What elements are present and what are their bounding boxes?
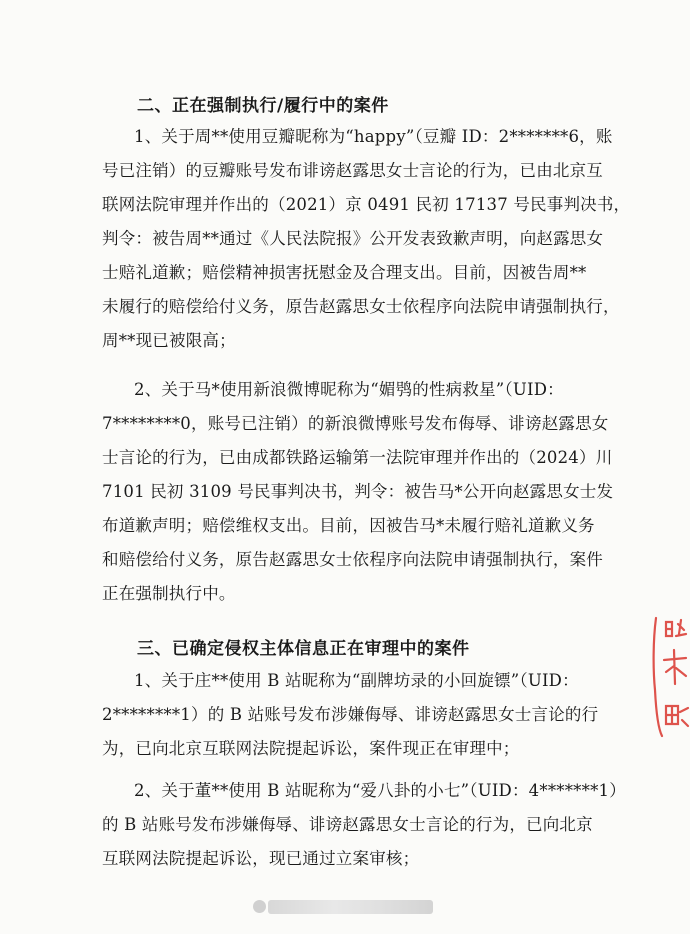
paragraph-line: 的 B 站账号发布涉嫌侮辱、诽谤赵露思女士言论的行为，已向北京 <box>102 815 593 834</box>
paragraph-line: 为，已向北京互联网法院提起诉讼，案件现正在审理中； <box>102 739 520 758</box>
paragraph-line: 未履行的赔偿给付义务，原告赵露思女士依程序向法院申请强制执行， <box>102 297 620 316</box>
paragraph-line: 7101 民初 3109 号民事判决书，判令：被告马*公开向赵露思女士发 <box>102 482 614 501</box>
watermark-icon <box>253 900 266 913</box>
paragraph-line: 号已注销）的豆瓣账号发布诽谤赵露思女士言论的行为，已由北京互 <box>102 161 603 180</box>
section-3-item-1 <box>102 664 599 766</box>
paragraph-line: 1、关于庄**使用 B 站昵称为“副牌坊录的小回旋镖”（UID： <box>134 671 579 690</box>
paragraph-line: 2、关于董**使用 B 站昵称为“爱八卦的小七”（UID：4*******1） <box>134 781 626 800</box>
paragraph-line: 周**现已被限高； <box>102 331 236 350</box>
paragraph-line: 正在强制执行中。 <box>102 584 236 603</box>
paragraph-line: 2********1）的 B 站账号发布涉嫌侮辱、诽谤赵露思女士言论的行 <box>102 705 599 724</box>
paragraph-line: 2、关于马*使用新浪微博昵称为“媚鸮的性病救星”（UID： <box>134 380 564 399</box>
blurred-watermark <box>268 900 433 914</box>
section-3-heading: 三、已确定侵权主体信息正在审理中的案件 <box>137 639 470 659</box>
section-2-heading: 二、正在强制执行/履行中的案件 <box>137 96 389 116</box>
section-2-item-2 <box>102 373 614 611</box>
paragraph-line: 1、关于周**使用豆瓣昵称为“happy”（豆瓣 ID：2*******6，账 <box>134 127 613 146</box>
paragraph-line: 士言论的行为，已由成都铁路运输第一法院审理并作出的（2024）川 <box>102 448 613 467</box>
paragraph-line: 判令：被告周**通过《人民法院报》公开发表致歉声明，向赵露思女 <box>102 229 604 248</box>
section-3-item-2 <box>102 774 626 876</box>
red-seal-stamp <box>650 610 690 740</box>
paragraph-line: 互联网法院提起诉讼，现已通过立案审核； <box>102 849 420 868</box>
paragraph-line: 联网法院审理并作出的（2021）京 0491 民初 17137 号民事判决书， <box>102 195 631 214</box>
paragraph-line: 7********0，账号已注销）的新浪微博账号发布侮辱、诽谤赵露思女 <box>102 414 609 433</box>
paragraph-line: 布道歉声明；赔偿维权支出。目前，因被告马*未履行赔礼道歉义务 <box>102 516 595 535</box>
paragraph-line: 士赔礼道歉；赔偿精神损害抚慰金及合理支出。目前，因被告周** <box>102 263 587 282</box>
paragraph-line: 和赔偿给付义务，原告赵露思女士依程序向法院申请强制执行，案件 <box>102 550 603 569</box>
section-2-item-1 <box>102 120 631 358</box>
